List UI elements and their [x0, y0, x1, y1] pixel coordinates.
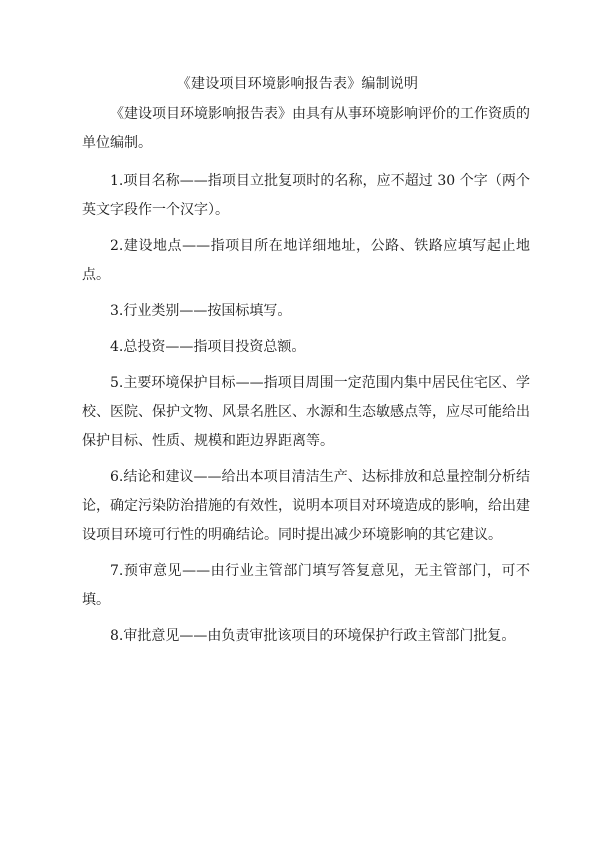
item-approval-opinion: 8.审批意见——由负责审批该项目的环境保护行政主管部门批复。	[110, 628, 516, 644]
document-body	[82, 100, 530, 658]
item-construction-site: 2.建设地点——指项目所在地详细地址，公路、铁路应填写起止地点。	[82, 238, 530, 283]
item-project-name: 1.项目名称——指项目立批复项时的名称，应不超过 30 个字（两个英文字段作一个汉字）。	[82, 173, 530, 218]
item-conclusions: 6.结论和建议——给出本项目清洁生产、达标排放和总量控制分析结论，确定污染防治措施的有效性，说明本项目对环境造成的影响，给出建设项目环境可行性的明确结论。同时提出减少环境影响的其它建议。	[82, 469, 530, 543]
document-title: 《建设项目环境影响报告表》编制说明	[176, 76, 419, 92]
item-industry-category: 3.行业类别——按国标填写。	[110, 303, 292, 319]
item-protection-targets: 5.主要环境保护目标——指项目周围一定范围内集中居民住宅区、学校、医院、保护文物、风景名胜区、水源和生态敏感点等，应尽可能给出保护目标、性质、规模和距边界距离等。	[82, 375, 530, 449]
item-pre-review-opinion: 7.预审意见——由行业主管部门填写答复意见，无主管部门，可不填。	[82, 563, 530, 608]
intro-paragraph: 《建设项目环境影响报告表》由具有从事环境影响评价的工作资质的单位编制。	[82, 106, 530, 151]
item-total-investment: 4.总投资——指项目投资总额。	[110, 339, 306, 355]
